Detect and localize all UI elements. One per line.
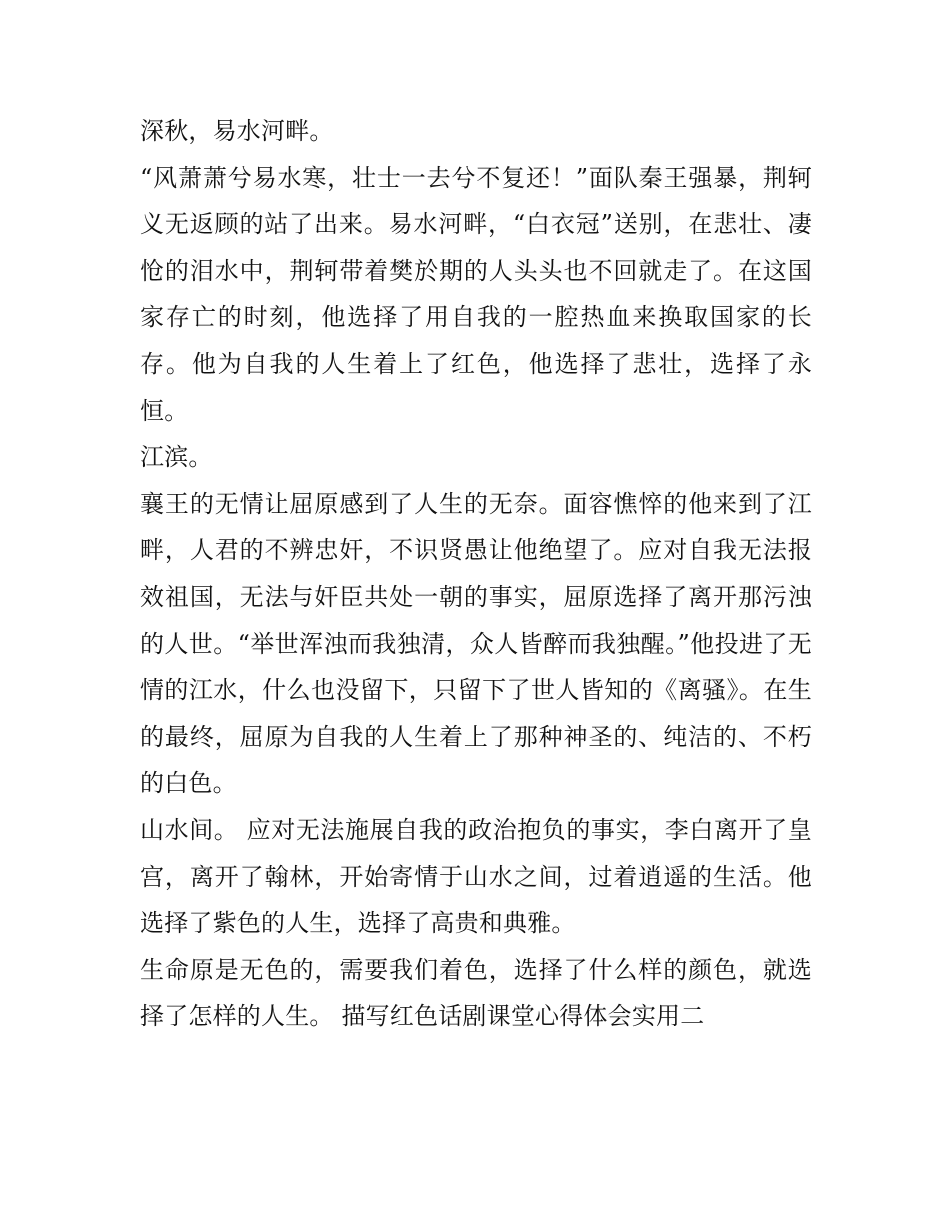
paragraph-jing-ke: “风萧萧兮易水寒，壮士一去兮不复还！”面队秦王强暴，荆轲义无返顾的站了出来。易水河畔，“白衣冠”送别，在悲壮、凄怆的泪水中，荆轲带着樊於期的人头头也不回就走了。在这国家存亡的时刻，他选择了用自我的一腔热血来换取国家的长存。他为自我的人生着上了红色，他选择了悲壮，选择了永恒。 [140, 163, 812, 425]
paragraph-autumn-yishui: 深秋，易水河畔。 [140, 117, 334, 145]
paragraph-riverside: 江滨。 [140, 443, 213, 472]
paragraph-qu-yuan: 襄王的无情让屈原感到了人生的无奈。面容憔悴的他来到了江畔，人君的不辨忠奸，不识贤愚让他绝望了。应对自我无法报效祖国，无法与奸臣共处一朝的事实，屈原选择了离开那污浊的人世。“举世浑浊而我独清，众人皆醉而我独醒。”他投进了无情的江水，什么也没留下，只留下了世人皆知的《离骚》。在生的最终，屈原为自我的人生着上了那种神圣的、纯洁的、不朽的白色。 [140, 489, 812, 798]
paragraph-conclusion: 生命原是无色的，需要我们着色，选择了什么样的颜色，就选择了怎样的人生。 描写红色话剧课堂心得体会实用二 [140, 955, 812, 1031]
document-body [140, 108, 812, 1040]
paragraph-li-bai: 山水间。 应对无法施展自我的政治抱负的事实，李白离开了皇宫，离开了翰林，开始寄情于山水之间，过着逍遥的生活。他选择了紫色的人生，选择了高贵和典雅。 [140, 815, 812, 938]
